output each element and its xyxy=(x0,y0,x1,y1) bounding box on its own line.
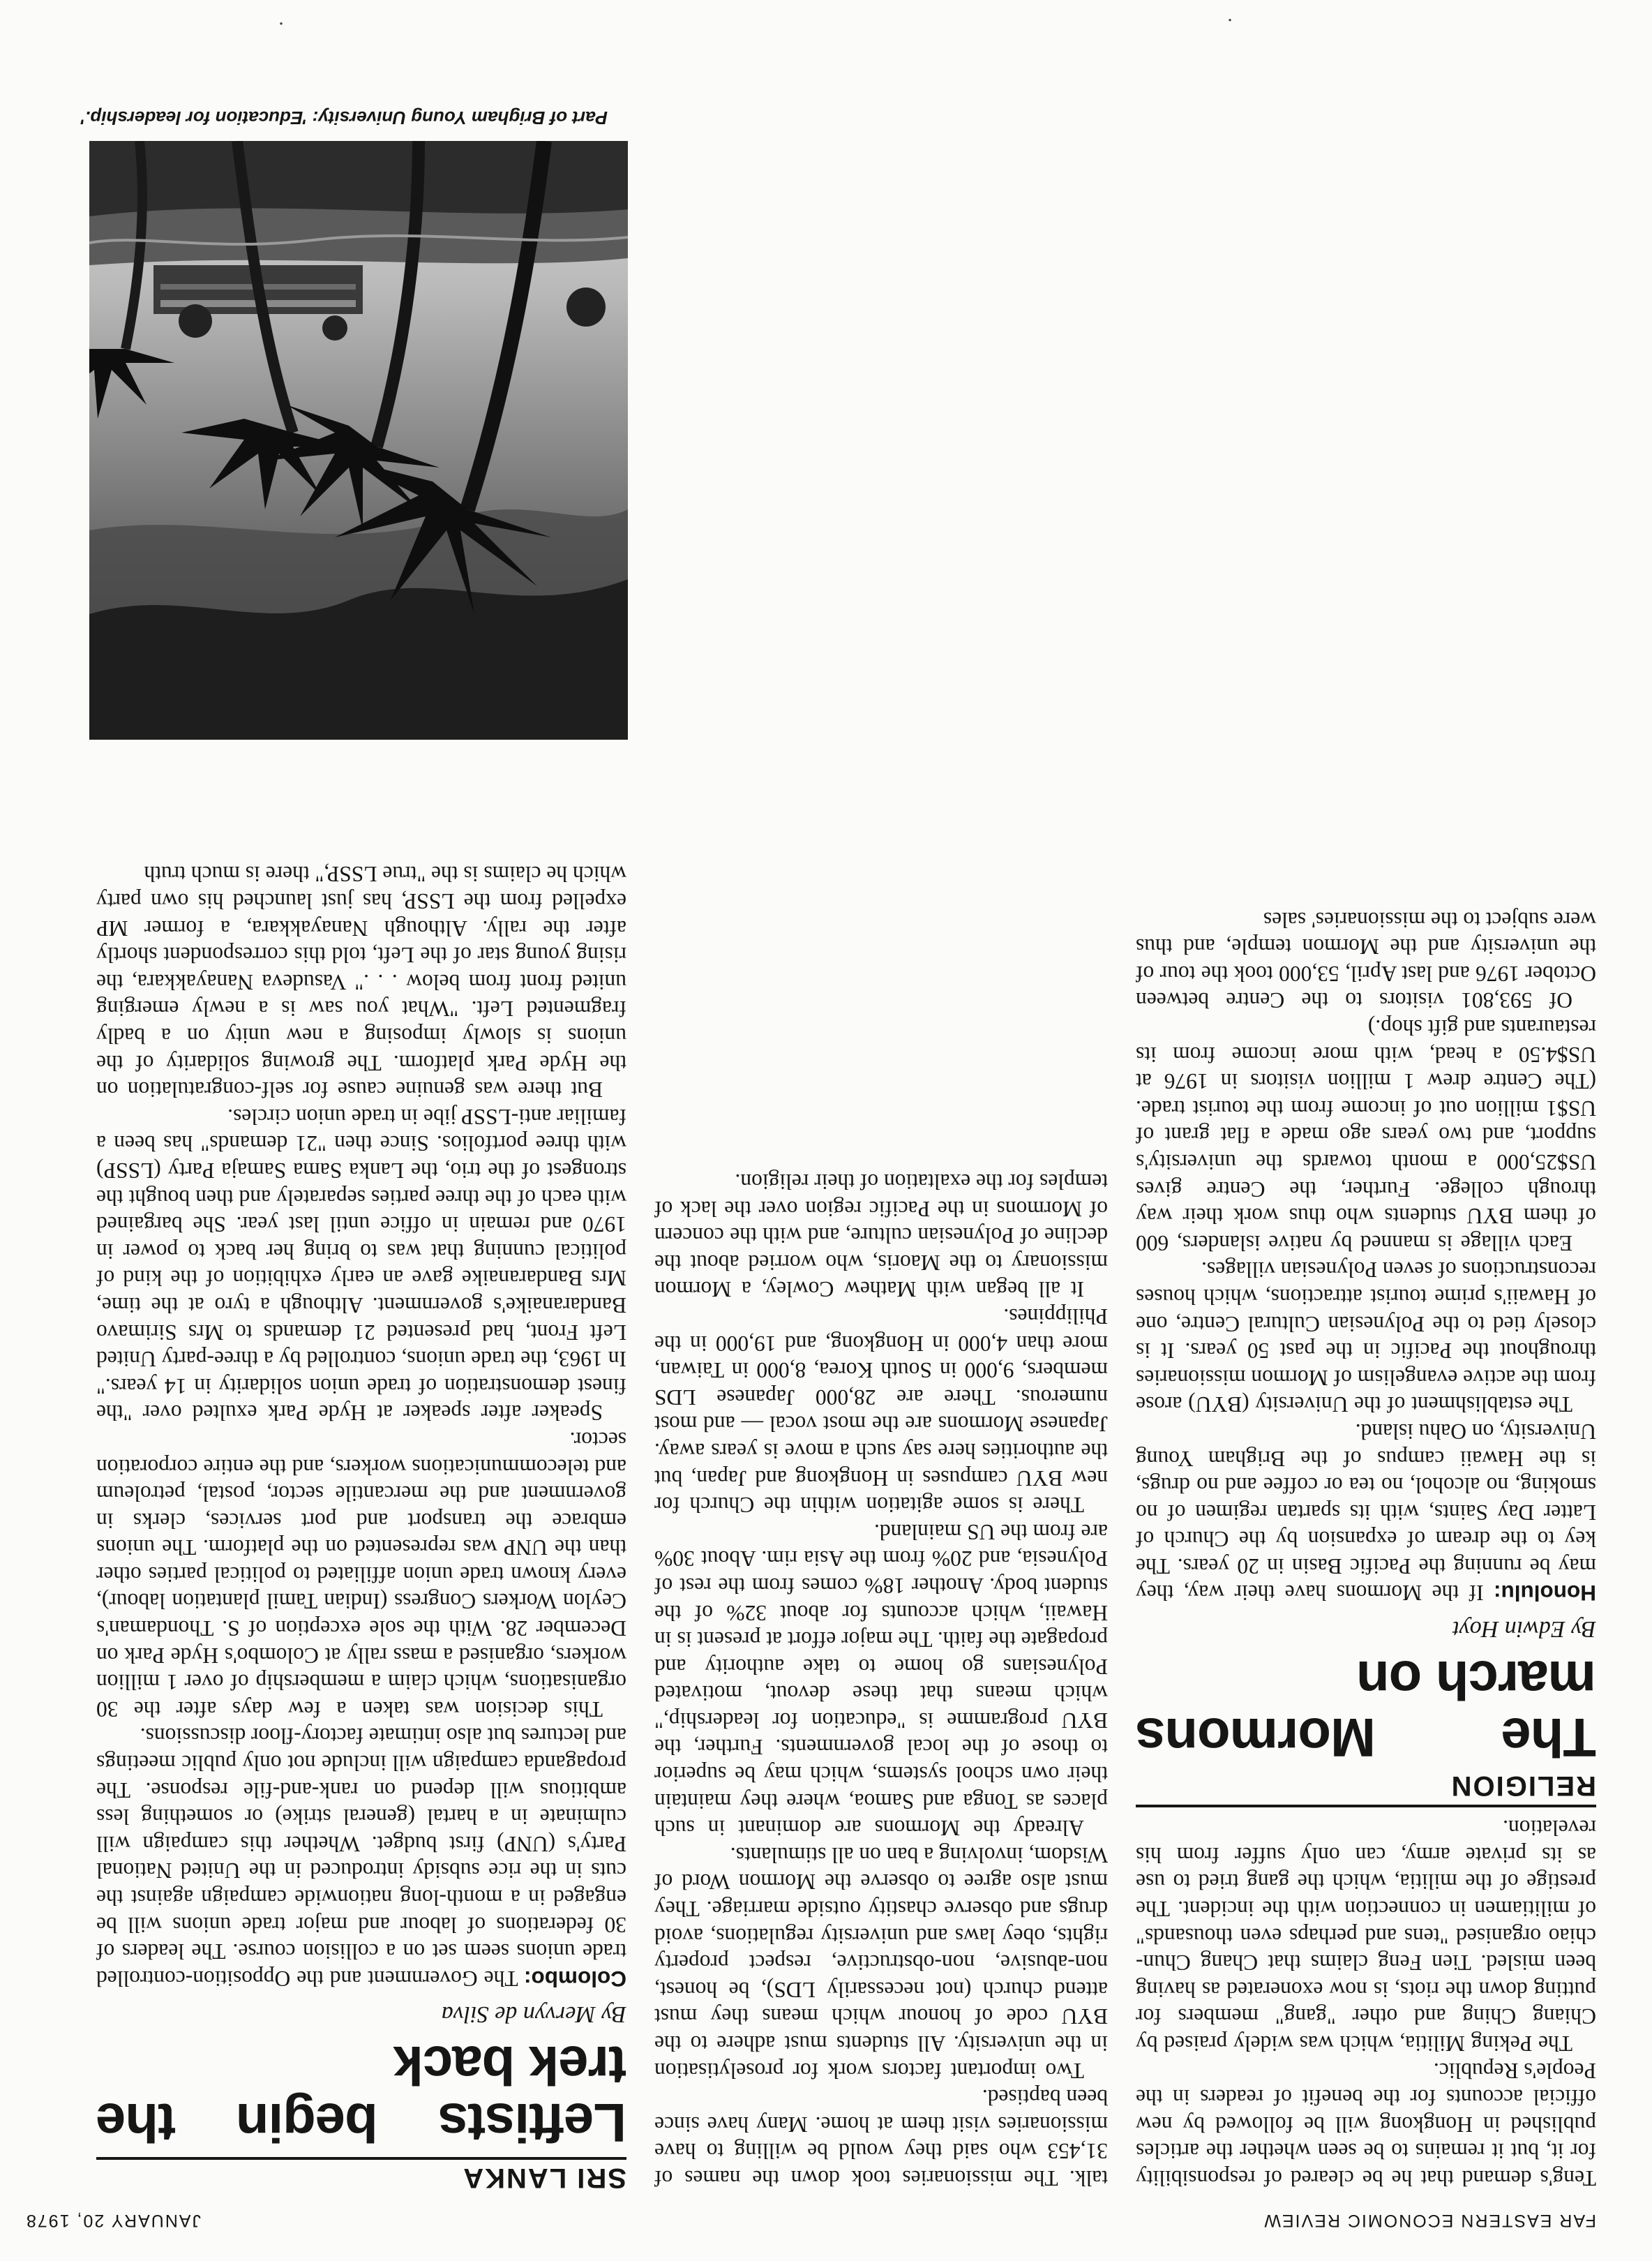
issue-date: JANUARY 20, 1978 xyxy=(24,2211,201,2230)
column-2 xyxy=(654,1167,1108,2191)
article-headline: Leftists begin the trek back xyxy=(96,2035,626,2154)
column-3 xyxy=(96,860,626,2191)
dateline: Colombo: xyxy=(524,1966,626,1992)
scan-speck: · xyxy=(278,12,285,35)
paragraph: It all began with Mathew Cowley, a Mormon missionary to the Maoris, who worried about the decline of Polynesian culture, and with the concern of Mormons in the Pacific region over the lack of temples for the exaltation of their religion. xyxy=(654,1170,1108,1302)
article-headline: The Mormons march on xyxy=(1136,1650,1596,1769)
paragraph: Colombo: The Government and the Opposition-controlled trade unions seem set on a collision course. The leaders of 30 federations of labour and major trade unions will be engaged in a month-long nationwide campaign against the cuts in the rice subsidy introduced in the United National Party's (UNP) first budget. Whether this campaign will culminate in a hartal (general strike) or something less ambitious will depend on rank-and-file response. The propaganda campaign will include not only public meetings and lectures but also intimate factory-floor discussions. xyxy=(96,1724,626,1992)
paragraph: Of 593,801 visitors to the Centre between October 1976 and last April, 53,000 took the tour of the university and the Mormon temple, and thus were subject to the missionaries' sales xyxy=(1136,907,1596,1013)
section-label-religion: RELIGION xyxy=(1136,1772,1596,1807)
photo-caption: Part of Brigham Young University: 'Education for leadership.' xyxy=(81,107,608,128)
campus-photo xyxy=(89,141,628,740)
article-byline: By Edwin Hoyt xyxy=(1452,1616,1596,1643)
paragraph: Two important factors work for proselytisation in the university. All students must adhere to the BYU code of honour which means they must attend church (not necessarily LDS), be honest, non-abusive, non-obstructive, respect property rights, obey laws and university regulations, avoid drugs and observe chastity outside marriage. They must also agree to observe the Mormon Word of Wisdom, involving a ban on all stimulants. xyxy=(654,1842,1108,2083)
paragraph: Speaker after speaker at Hyde Park exulted over "the finest demonstration of trade union solidarity in 14 years." In 1963, the trade unions, controlled by a three-party United Left Front, had presented 21 demands to Mrs Sirimavo Bandaranaike's government. Although a tyro at the time, Mrs Bandaranaike gave an early exhibition of the kind of political cunning that was to bring her back to power in 1970 and remain in office until last year. She bargained with each of the three parties separately and then bought the strongest of the trio, the Lanka Sama Samaja Party (LSSP) with three portfolios. Since then "21 demands" has been a familiar anti-LSSP jibe in trade union circles. xyxy=(96,1104,626,1426)
campus-photo-image xyxy=(89,141,628,740)
paragraph: Honolulu: If the Mormons have their way, they may be running the Pacific Basin in 20 years. The key to the dream of expansion by the Church of Latter Day Saints, with its spartan regimen of no smoking, no alcohol, no tea or coffee and no drugs, is the Hawaii campus of the Brigham Young University, on Oahu island. xyxy=(1136,1419,1596,1606)
paragraph: Each village is manned by native islanders, 600 of them BYU students who thus work their way through college. Further, the Centre gives US$25,000 a month towards the university's support, and two years ago made a flat grant of US$1 million out of income from the tourist trade. (The Centre drew 1 million visitors in 1976 at US$4.50 a head, with more income from its restaurants and gift shop.) xyxy=(1136,1015,1596,1255)
publication-name: FAR EASTERN ECONOMIC REVIEW xyxy=(1263,2211,1596,2230)
paragraph: Already the Mormons are dominant in such places as Tonga and Samoa, where they maintain their own school systems, which may be superior to those of the local governments. Further, the BYU programme is "education for leadership," which means that these devout, motivated Polynesians go home to take authority and propagate the faith. The major effort at present is in Hawaii, which accounts for about 32% of the student body. Another 18% comes from the rest of Polynesia, and 20% from the Asia rim. About 30% are from the US mainland. xyxy=(654,1519,1108,1841)
article-byline: By Mervyn de Silva xyxy=(441,2001,626,2028)
paragraph: The Peking Militia, which was widely praised by Chiang Ching and other "gang" members for putting down the riots, is now exonerated as having been misled. Tien Feng claims that Chang Chun-chiao organised "tens and perhaps even thousands" of militiamen in connection with the incident. The prestige of the militia, which the gang tried to use as its private army, can only suffer from his revelation. xyxy=(1136,1816,1596,2057)
column-1 xyxy=(1136,906,1596,2191)
paragraph: talk. The missionaries took down the names of 31,453 who said they would be willing to have missionaries visit them at home. Many have since been baptised. xyxy=(654,2085,1108,2191)
paragraph: But there was genuine cause for self-congratulation on the Hyde Park platform. The growing solidarity of the unions is slowly imposing a new unity on a badly fragmented Left. "What you saw is a newly emerging united front from below . . ." Vasudeva Nanayakkara, the rising young star of the Left, told this correspondent shortly after the rally. Although Nanayakkara, a former MP expelled from the LSSP, has just launched his own party which he claims is the "true LSSP," there is much truth xyxy=(96,862,626,1103)
section-label-sri-lanka: SRI LANKA xyxy=(96,2157,626,2191)
paragraph: The establishment of the University (BYU) arose from the active evangelism of Mormon missionaries throughout the Pacific in the past 50 years. It is closely tied to the Polynesian Cultural Centre, one of Hawaii's prime tourist attractions, which houses reconstructions of seven Polynesian villages. xyxy=(1136,1258,1596,1417)
paragraph: This decision was taken a few days after the 30 organisations, which claim a membership of over 1 million workers, organised a mass rally at Colombo's Hyde Park on December 28. With the sole exception of S. Thondaman's Ceylon Workers Congress (Indian Tamil plantation labour), every known trade union affiliated to political parties other than the UNP was represented on the platform. The unions embrace the transport and port services, clerks in government and the mercantile sector, postal, petroleum and telecommunications workers, and the entire corporation sector. xyxy=(96,1427,626,1722)
dateline: Honolulu: xyxy=(1494,1581,1596,1606)
paragraph: Teng's demand that he be cleared of responsibility for it, but it remains to be seen whether the articles published in Hongkong will be followed by new official accounts for the benefit of readers in the People's Republic. xyxy=(1136,2058,1596,2191)
paragraph: There is some agitation within the Church for new BYU campuses in Hongkong and Japan, but the authorities here say such a move is years away. Japanese Mormons are the most vocal — and most numerous. There are 28,000 Japanese LDS members, 9,000 in South Korea, 8,000 in Taiwan, more than 4,000 in Hongkong, and 19,000 in the Philippines. xyxy=(654,1304,1108,1518)
scan-speck: · xyxy=(1226,8,1233,31)
